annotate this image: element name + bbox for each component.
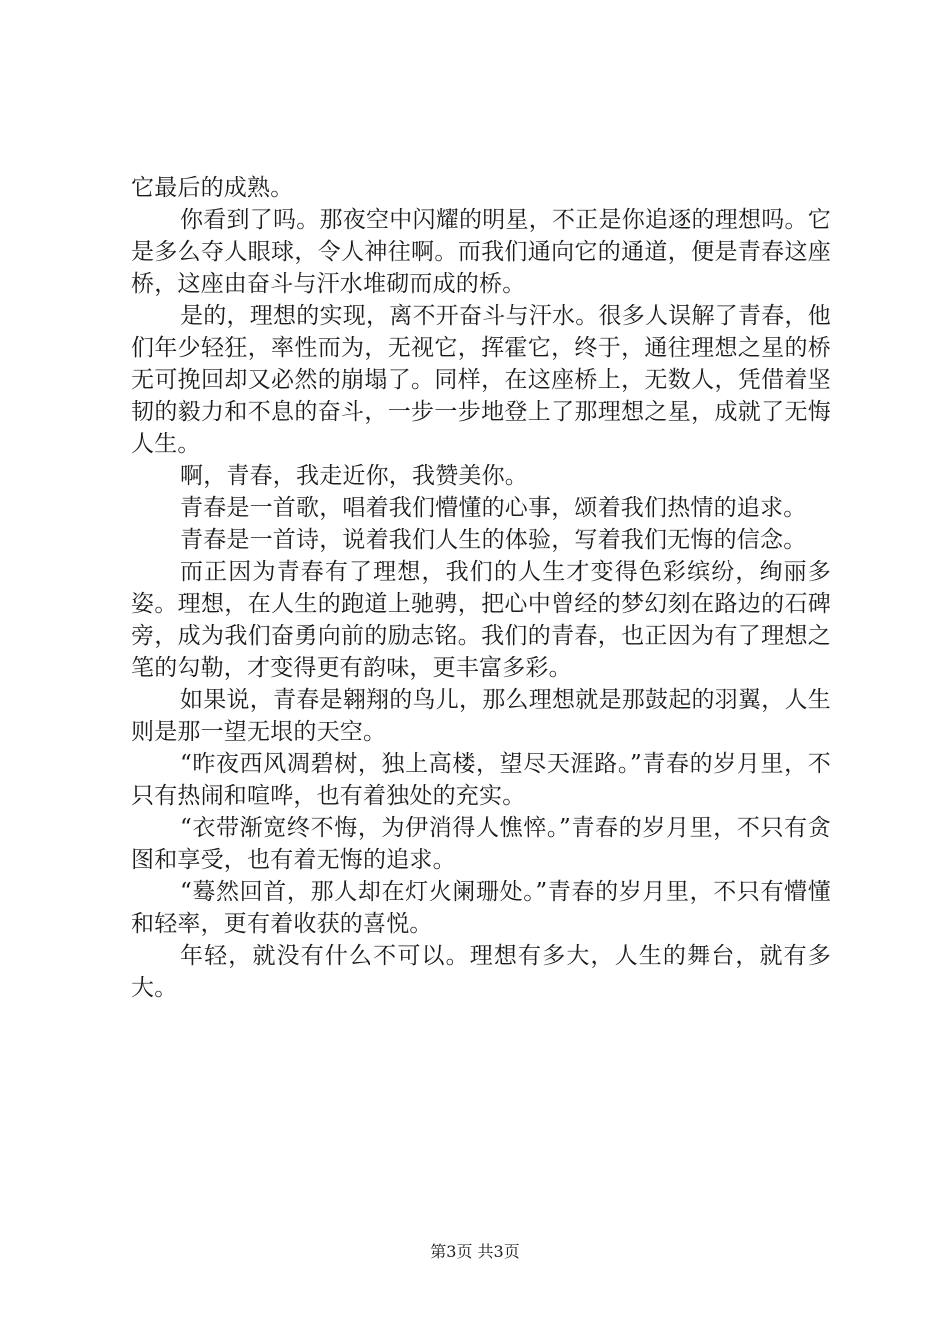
paragraph-9: “昨夜西风凋碧树，独上高楼，望尽天涯路。”青春的岁月里，不只有热闹和喧哗，也有着独处的充实。: [131, 751, 831, 809]
document-body: [131, 172, 831, 1004]
paragraph-1: 它最后的成熟。: [131, 175, 294, 201]
paragraph-11: “蓦然回首，那人却在灯火阑珊处。”青春的岁月里，不只有懵懂和轻率，更有着收获的喜悦。: [131, 879, 831, 937]
paragraph-3: 是的，理想的实现，离不开奋斗与汗水。很多人误解了青春，他们年少轻狂，率性而为，无视它，挥霍它，终于，通往理想之星的桥无可挽回却又必然的崩塌了。同样，在这座桥上，无数人，凭借着坚韧的毅力和不息的奋斗，一步一步地登上了那理想之星，成就了无悔人生。: [131, 303, 831, 457]
paragraph-12: 年轻，就没有什么不可以。理想有多大，人生的舞台，就有多大。: [131, 943, 831, 1001]
page-footer: [0, 1242, 950, 1262]
paragraph-4: 啊，青春，我走近你，我赞美你。: [180, 463, 528, 489]
paragraph-8: 如果说，青春是翱翔的鸟儿，那么理想就是那鼓起的羽翼，人生则是那一望无垠的天空。: [131, 687, 831, 745]
paragraph-6: 青春是一首诗，说着我们人生的体验，写着我们无悔的信念。: [180, 527, 807, 553]
paragraph-10: “衣带渐宽终不悔，为伊消得人憔悴。”青春的岁月里，不只有贪图和享受，也有着无悔的追求。: [131, 815, 831, 873]
page-number-label: 第3页 共3页: [430, 1242, 520, 1261]
paragraph-7: 而正因为青春有了理想，我们的人生才变得色彩缤纷，绚丽多姿。理想，在人生的跑道上驰骋，把心中曾经的梦幻刻在路边的石碑旁，成为我们奋勇向前的励志铭。我们的青春，也正因为有了理想之笔的勾勒，才变得更有韵味，更丰富多彩。: [131, 559, 831, 681]
paragraph-5: 青春是一首歌，唱着我们懵懂的心事，颂着我们热情的追求。: [180, 495, 807, 521]
paragraph-2: 你看到了吗。那夜空中闪耀的明星，不正是你追逐的理想吗。它是多么夺人眼球，令人神往啊。而我们通向它的通道，便是青春这座桥，这座由奋斗与汗水堆砌而成的桥。: [131, 207, 831, 297]
